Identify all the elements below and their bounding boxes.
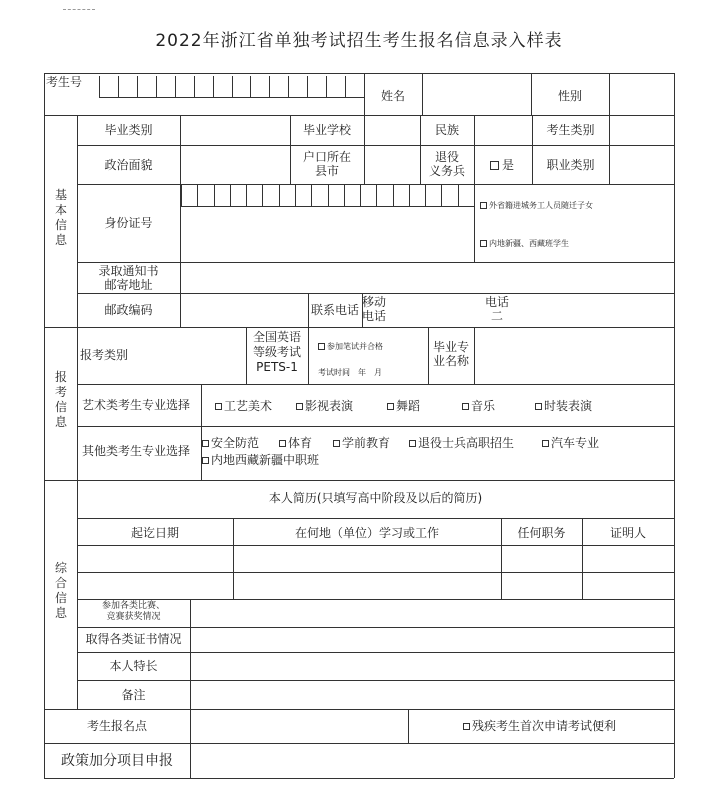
major-name-label: 毕业专 业名称 bbox=[432, 340, 469, 368]
checkbox-icon bbox=[409, 440, 416, 447]
checkbox-icon bbox=[279, 440, 286, 447]
mail-address-label: 录取通知书 邮寄地址 bbox=[98, 264, 159, 292]
digit-box[interactable] bbox=[328, 185, 344, 206]
digit-box[interactable] bbox=[213, 76, 232, 97]
checkbox-icon bbox=[333, 440, 340, 447]
digit-box[interactable] bbox=[441, 185, 457, 206]
veteran-label: 退役 义务兵 bbox=[428, 150, 465, 178]
digit-box[interactable] bbox=[250, 76, 269, 97]
ethnicity-label: 民族 bbox=[434, 123, 459, 137]
grad-type-label: 毕业类别 bbox=[104, 123, 153, 137]
bonus-label: 政策加分项目申报 bbox=[61, 753, 173, 769]
checkbox-icon bbox=[480, 240, 487, 247]
resume-row-1[interactable] bbox=[78, 546, 673, 571]
other-option-auto[interactable]: 汽车专业 bbox=[542, 436, 599, 450]
digit-box[interactable] bbox=[262, 185, 278, 206]
apply-type-label: 报考类别 bbox=[80, 348, 129, 362]
site-label: 考生报名点 bbox=[86, 719, 147, 733]
bonus-field[interactable] bbox=[191, 744, 673, 777]
hukou-field[interactable] bbox=[365, 146, 419, 183]
skills-field[interactable] bbox=[191, 653, 673, 679]
other-option-veteran[interactable]: 退役士兵高职招生 bbox=[409, 436, 514, 450]
exam-number-boxes[interactable] bbox=[99, 76, 364, 97]
checkbox-icon bbox=[462, 403, 469, 410]
art-option-music[interactable]: 音乐 bbox=[462, 399, 495, 413]
checkbox-icon bbox=[387, 403, 394, 410]
political-field[interactable] bbox=[181, 146, 289, 183]
art-option-crafts[interactable]: 工艺美术 bbox=[215, 399, 272, 413]
digit-box[interactable] bbox=[409, 185, 425, 206]
digit-box[interactable] bbox=[232, 76, 251, 97]
resume-col-date: 起讫日期 bbox=[130, 526, 179, 540]
resume-col-role: 任何职务 bbox=[517, 526, 566, 540]
postcode-field[interactable] bbox=[181, 294, 307, 326]
digit-box[interactable] bbox=[311, 185, 327, 206]
remarks-label: 备注 bbox=[121, 688, 146, 702]
digit-box[interactable] bbox=[360, 185, 376, 206]
grad-school-label: 毕业学校 bbox=[302, 123, 351, 137]
grad-type-field[interactable] bbox=[181, 116, 289, 144]
phone-label: 联系电话 bbox=[310, 303, 359, 317]
awards-field[interactable] bbox=[191, 600, 673, 626]
major-name-field[interactable] bbox=[475, 328, 673, 383]
digit-box[interactable] bbox=[181, 185, 197, 206]
checkbox-icon bbox=[490, 161, 499, 170]
gender-label: 性别 bbox=[557, 89, 582, 103]
skills-label: 本人特长 bbox=[109, 659, 158, 673]
certs-label: 取得各类证书情况 bbox=[85, 632, 182, 646]
art-option-film[interactable]: 影视表演 bbox=[296, 399, 353, 413]
digit-box[interactable] bbox=[175, 76, 194, 97]
hukou-label: 户口所在 县市 bbox=[302, 150, 351, 178]
pets-time-field[interactable]: 考试时间 年 月 bbox=[318, 368, 382, 377]
other-option-preschool[interactable]: 学前教育 bbox=[333, 436, 390, 450]
disabled-accommodation-checkbox[interactable]: 残疾考生首次申请考试便利 bbox=[463, 719, 616, 733]
digit-box[interactable] bbox=[425, 185, 441, 206]
other-option-sports[interactable]: 体育 bbox=[279, 436, 312, 450]
id-card-boxes[interactable] bbox=[181, 185, 474, 206]
checkbox-icon bbox=[463, 723, 470, 730]
site-field[interactable] bbox=[191, 710, 407, 742]
digit-box[interactable] bbox=[137, 76, 156, 97]
awards-label: 参加各类比赛、 竞赛获奖情况 bbox=[101, 601, 165, 622]
art-option-dance[interactable]: 舞蹈 bbox=[387, 399, 420, 413]
phone2-field[interactable] bbox=[514, 294, 673, 326]
mobile-label: 移动 电话 bbox=[362, 295, 387, 323]
digit-box[interactable] bbox=[99, 76, 118, 97]
corner-mark bbox=[63, 9, 95, 13]
digit-box[interactable] bbox=[214, 185, 230, 206]
grad-school-field[interactable] bbox=[365, 116, 419, 144]
career-type-label: 职业类别 bbox=[546, 158, 595, 172]
checkbox-icon bbox=[535, 403, 542, 410]
digit-box[interactable] bbox=[246, 185, 262, 206]
political-label: 政治面貌 bbox=[104, 158, 153, 172]
checkbox-icon bbox=[202, 457, 209, 464]
postcode-label: 邮政编码 bbox=[104, 303, 153, 317]
migrant-child-checkbox[interactable]: 外省籍进城务工人员随迁子女 bbox=[480, 201, 593, 211]
digit-box[interactable] bbox=[344, 185, 360, 206]
art-option-fashion[interactable]: 时装表演 bbox=[535, 399, 592, 413]
id-card-label: 身份证号 bbox=[104, 216, 153, 230]
art-major-label: 艺术类考生专业选择 bbox=[82, 398, 191, 412]
resume-col-witness: 证明人 bbox=[609, 526, 646, 540]
digit-box[interactable] bbox=[345, 76, 364, 97]
other-option-security[interactable]: 安全防范 bbox=[202, 436, 259, 450]
checkbox-icon bbox=[215, 403, 222, 410]
veteran-yes-checkbox[interactable]: 是 bbox=[490, 158, 514, 172]
pets-passed-checkbox[interactable]: 参加笔试并合格 bbox=[318, 342, 383, 352]
digit-box[interactable] bbox=[194, 76, 213, 97]
mobile-field[interactable] bbox=[392, 294, 480, 326]
name-label: 姓名 bbox=[380, 89, 405, 103]
ethnicity-field[interactable] bbox=[475, 116, 531, 144]
digit-box[interactable] bbox=[279, 185, 295, 206]
resume-col-where: 在何地（单位）学习或工作 bbox=[294, 526, 439, 540]
resume-title: 本人简历(只填写高中阶段及以后的简历) bbox=[268, 491, 483, 505]
student-type-label: 考生类别 bbox=[546, 123, 595, 137]
digit-box[interactable] bbox=[288, 76, 307, 97]
checkbox-icon bbox=[542, 440, 549, 447]
digit-box[interactable] bbox=[307, 76, 326, 97]
digit-box[interactable] bbox=[393, 185, 409, 206]
digit-box[interactable] bbox=[230, 185, 246, 206]
name-field[interactable] bbox=[423, 74, 530, 114]
section-general-label: 综 合 信 息 bbox=[54, 561, 67, 620]
certs-field[interactable] bbox=[191, 628, 673, 651]
digit-box[interactable] bbox=[458, 185, 474, 206]
student-type-field[interactable] bbox=[610, 116, 673, 144]
digit-box[interactable] bbox=[326, 76, 345, 97]
other-major-label: 其他类考生专业选择 bbox=[82, 444, 191, 458]
english-test-label: 全国英语 等级考试 PETS-1 bbox=[252, 330, 301, 374]
checkbox-icon bbox=[202, 440, 209, 447]
digit-box[interactable] bbox=[197, 185, 213, 206]
section-basic-label: 基 本 信 息 bbox=[54, 188, 67, 247]
checkbox-icon bbox=[296, 403, 303, 410]
digit-box[interactable] bbox=[295, 185, 311, 206]
phone2-label: 电话 二 bbox=[484, 295, 509, 323]
digit-box[interactable] bbox=[156, 76, 175, 97]
other-option-tibet-xinjiang[interactable]: 内地西藏新疆中职班 bbox=[202, 453, 319, 467]
section-apply-label: 报 考 信 息 bbox=[54, 370, 67, 429]
career-type-field[interactable] bbox=[610, 146, 673, 183]
digit-box[interactable] bbox=[376, 185, 392, 206]
xinjiang-tibet-checkbox[interactable]: 内地新疆、西藏班学生 bbox=[480, 239, 569, 249]
apply-type-field[interactable] bbox=[134, 328, 245, 383]
checkbox-icon bbox=[480, 202, 487, 209]
gender-field[interactable] bbox=[610, 74, 673, 114]
checkbox-icon bbox=[318, 343, 325, 350]
exam-number-label: 考生号 bbox=[46, 75, 83, 89]
form-title: 2022年浙江省单独考试招生考生报名信息录入样表 bbox=[155, 31, 563, 51]
digit-box[interactable] bbox=[118, 76, 137, 97]
digit-box[interactable] bbox=[269, 76, 288, 97]
mail-address-field[interactable] bbox=[181, 263, 673, 292]
remarks-field[interactable] bbox=[191, 681, 673, 708]
resume-row-2[interactable] bbox=[78, 573, 673, 598]
